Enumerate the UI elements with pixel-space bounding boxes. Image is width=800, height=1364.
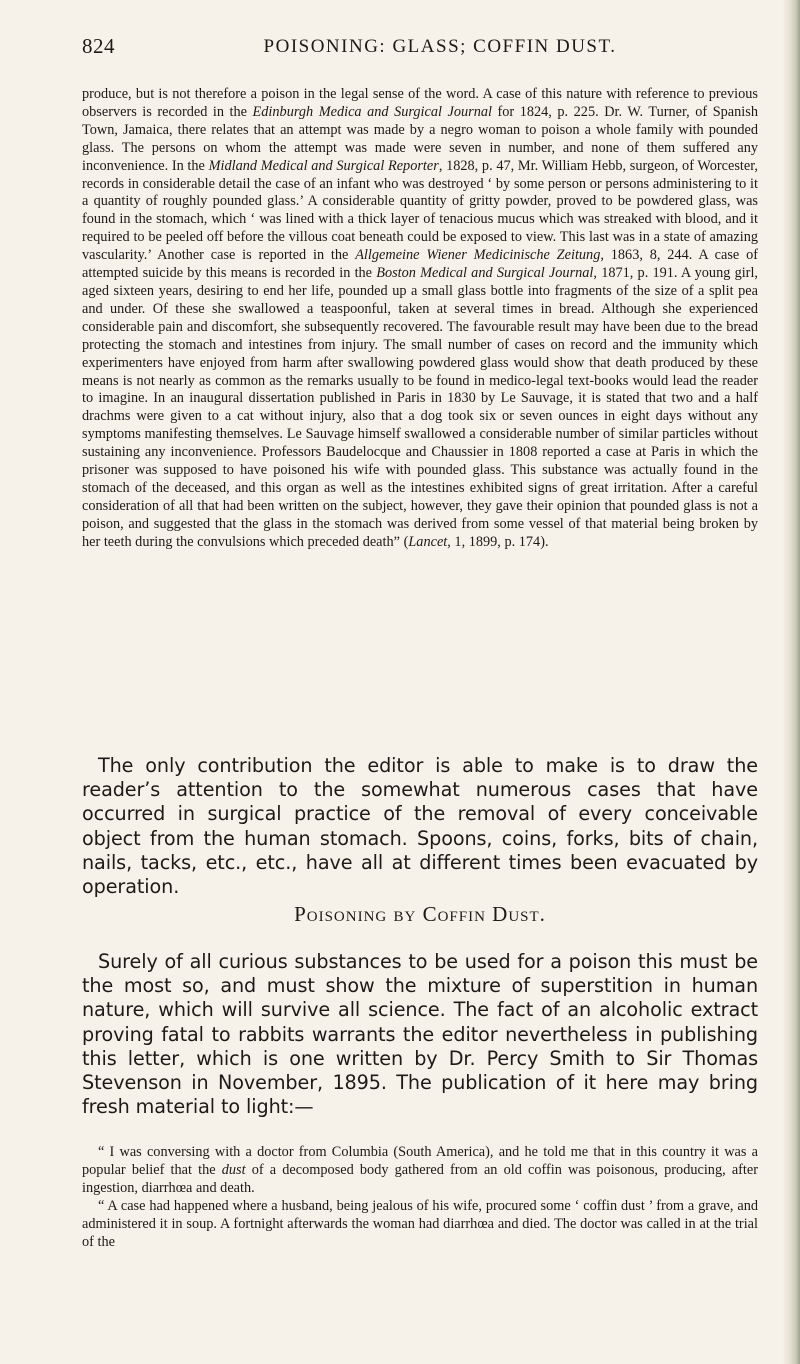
editor-note-paragraph — [82, 754, 758, 899]
emphasized-word: dust — [221, 1161, 246, 1178]
letter-quote-paragraph-2: “ A case had happened where a husband, being jealous of his wife, procured some ‘ coffin dust ’ from a grave, and administered it in soup. A fortnight afterwards the woman had diarrhœa and died. The doctor was called in at the trial of the — [82, 1197, 758, 1250]
page-header — [82, 34, 758, 64]
journal-title: Boston Medical and Surgical Journal — [376, 265, 594, 282]
glass-paragraph — [82, 86, 758, 552]
journal-title: Allgemeine Wiener Medicinische Zeitung — [355, 247, 601, 264]
coffin-dust-intro — [82, 950, 758, 1119]
letter-quote-paragraph-1: “ I was conversing with a doctor from Columbia (South America), and he told me that in this country it was a popular belief that the dust of a decomposed body gathered from an old coffin was poisonous, producing, after ingestion, diarrhœa and death. — [82, 1144, 759, 1196]
journal-title: Midland Medical and Surgical Reporter — [208, 157, 439, 174]
page-binding-edge — [782, 0, 800, 1364]
coffin-dust-intro-text: Surely of all curious substances to be used for a poison this must be the most so, and must show the mixture of superstition in human nature, which will survive all science. The fact of an alcoholic extract proving fatal to rabbits warrants the editor nevertheless in publishing this letter, which is one written by Dr. Percy Smith to Sir Thomas Stevenson in November, 1895. The publication of it here may bring fresh material to light:— — [82, 950, 758, 1119]
journal-title: Edinburgh Medica and Surgical Journal — [252, 103, 492, 120]
running-head: POISONING: GLASS; COFFIN DUST. — [263, 36, 617, 57]
editor-note-text: The only contribution the editor is able to make is to draw the reader’s attention to the somewhat numerous cases that have occurred in surgical practice of the removal of every conceivable object from the human stomach. Spoons, coins, forks, bits of chain, nails, tacks, etc., etc., have all at different times been evacuated by operation. — [82, 754, 758, 899]
section-heading: Poisoning by Coffin Dust. — [294, 902, 546, 926]
glass-paragraph-text: produce, but is not therefore a poison in the legal sense of the word. A case of this nature with reference to previous observers is recorded in the Edinburgh Medica and Surgical Journal for 1824, p. 225. Dr. W. Turner, of Spanish Town, Jamaica, there relates that an attempt was made by a negro woman to poison a whole family with pounded glass. The persons on whom the attempt was made were seven in number, and none of them suffered any inconvenience. In the Midland Medical and Surgical Reporter, 1828, p. 47, Mr. William Hebb, surgeon, of Worcester, records in considerable detail the case of an infant who was destroyed ‘ by some person or persons administering to it a quantity of roughly pounded glass.’ A considerable quantity of gritty powder, proved to be powdered glass, was found in the stomach, which ‘ was lined with a thick layer of tenacious mucus which was streaked with blood, and it required to be peeled off before the villous coat beneath could be exposed to view. This last was in a state of amazing vascularity.’ Another case is reported in the Allgemeine Wiener Medicinische Zeitung, 1863, 8, 244. A case of attempted suicide by this means is recorded in the Boston Medical and Surgical Journal, 1871, p. 191. A young girl, aged sixteen years, desiring to end her life, pounded up a small glass bottle into fragments of the size of a split pea and under. Of these she swallowed a teaspoonful, taken at several times in bread. Although she experienced considerable pain and discomfort, she subsequently recovered. The favourable result may have been due to the bread protecting the stomach and intestines from injury. The small number of cases on record and the immunity which experimenters have enjoyed from harm after swallowing powdered glass would show that death produced by these means is not nearly as common as the remarks usually to be found in medico-legal text-books would lead the reader to imagine. In an inaugural dissertation published in Paris in 1830 by Le Sauvage, it is stated that two and a half drachms were given to a cat without injury, also that a dog took six or seven ounces in eight days without any symptoms manifesting themselves. Le Sauvage himself swallowed a considerable number of similar particles without sustaining any inconvenience. Professors Baudelocque and Chaussier in 1808 reported a case at Paris in which the prisoner was supposed to have poisoned his wife with pounded glass. This substance was actually found in the stomach of the deceased, and this organ as well as the intestines exhibited signs of great irritation. After a careful consideration of all that had been written on the subject, however, they gave their opinion that pounded glass is not a poison, and suggested that the glass in the stomach was derived from some vessel of that material being broken by her teeth during the convulsions which preceded death” (Lancet, 1, 1899, p. 174). — [82, 86, 758, 550]
page-number: 824 — [82, 34, 115, 58]
letter-quote — [82, 1144, 758, 1251]
journal-title: Lancet — [408, 533, 448, 550]
